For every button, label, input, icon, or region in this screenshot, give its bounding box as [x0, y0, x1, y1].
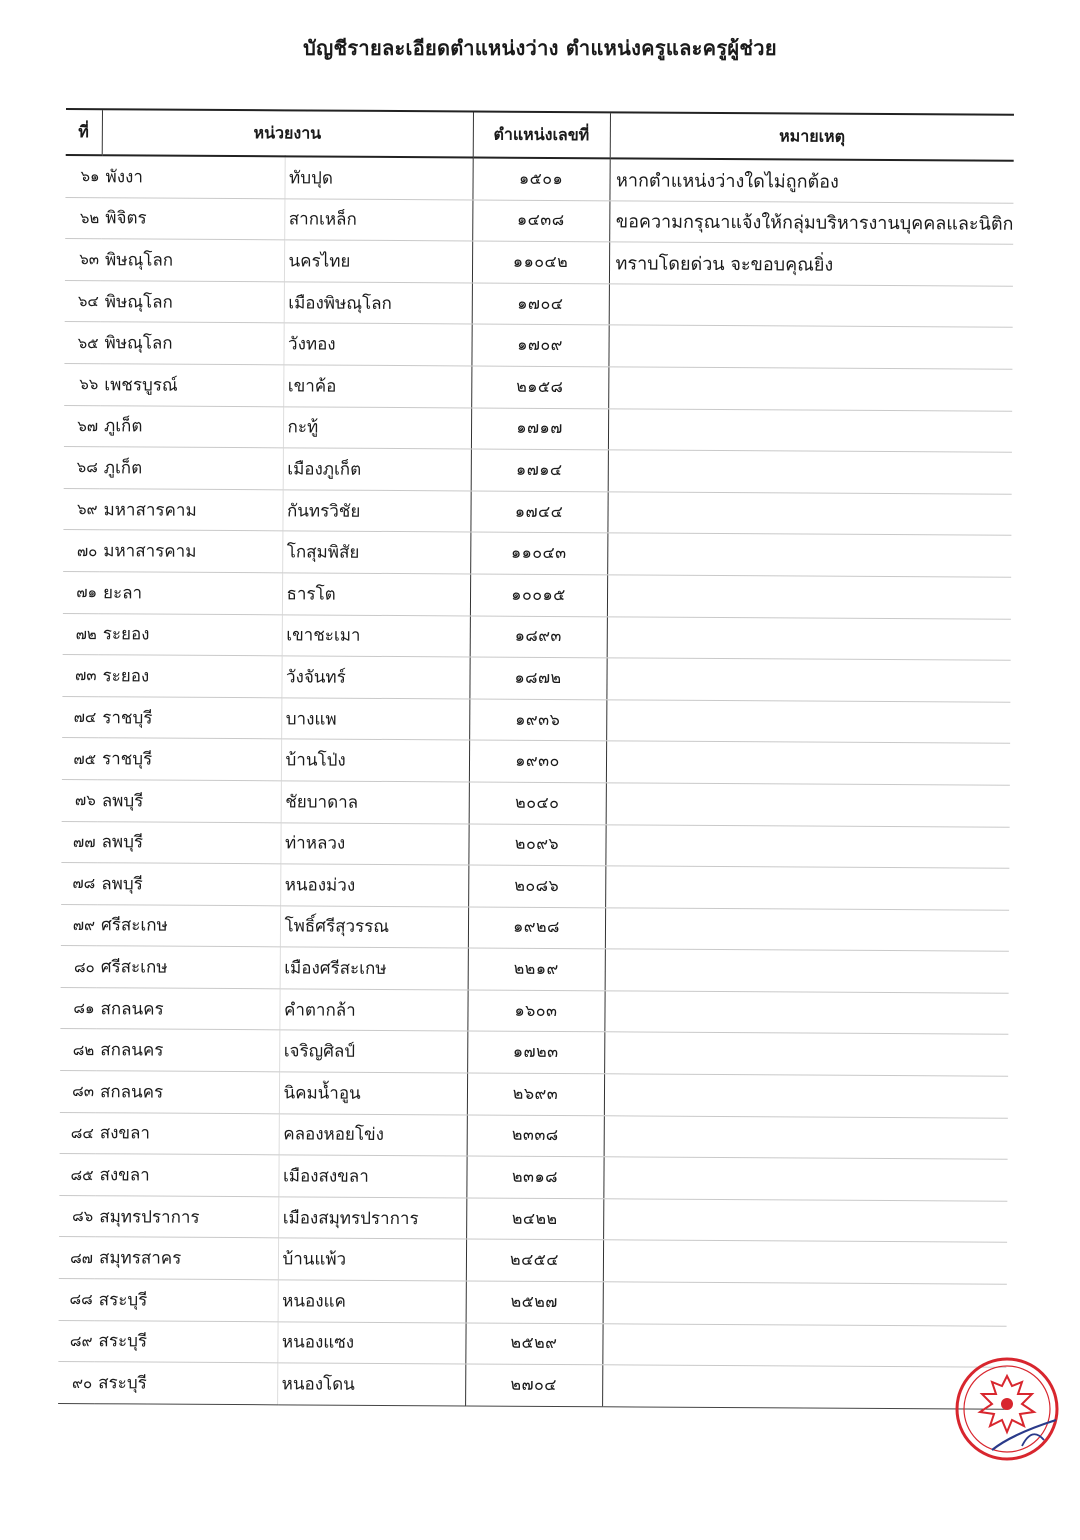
header-position: ตำแหน่งเลขที่ — [473, 111, 610, 158]
table-header-row — [66, 109, 1014, 161]
row-remark — [606, 783, 1010, 827]
row-position-number: ๒๖๙๓ — [467, 1073, 604, 1115]
row-district: บ้านโป่ง — [281, 739, 469, 782]
row-position-number: ๒๓๓๘ — [467, 1115, 604, 1157]
row-number: ๘๕ — [59, 1154, 95, 1196]
table-row — [60, 987, 1008, 1034]
row-number: ๘๘ — [59, 1279, 95, 1321]
row-position-number: ๑๐๐๑๕ — [470, 574, 607, 616]
row-position-number: ๑๙๓๖ — [469, 699, 606, 741]
table-row — [61, 821, 1009, 868]
table-row — [65, 197, 1013, 244]
table-row — [58, 1320, 1006, 1367]
row-number: ๗๐ — [63, 530, 99, 572]
row-district: เมืองพิษณุโลก — [284, 282, 472, 325]
row-remark — [604, 1032, 1008, 1076]
row-province: ภูเก็ต — [100, 447, 283, 490]
row-position-number: ๒๒๑๙ — [468, 948, 605, 990]
row-province: สกลนคร — [96, 988, 279, 1031]
row-remark — [602, 1365, 1006, 1409]
row-district: สากเหล็ก — [284, 198, 472, 241]
row-remark — [604, 991, 1008, 1035]
row-number: ๖๔ — [65, 280, 101, 322]
row-position-number: ๑๙๒๘ — [468, 907, 605, 949]
table-row — [63, 530, 1011, 577]
row-number: ๘๔ — [60, 1112, 96, 1154]
row-position-number: ๑๑๐๔๓ — [470, 532, 607, 574]
row-remark — [609, 284, 1013, 328]
row-remark: ขอความกรุณาแจ้งให้กลุ่มบริหารงานบุคคลและนิติก — [609, 200, 1013, 244]
table-row — [61, 863, 1009, 910]
row-number: ๘๙ — [58, 1320, 94, 1362]
row-number: ๗๕ — [62, 738, 98, 780]
row-district: วังทอง — [283, 323, 471, 366]
row-position-number: ๑๗๔๔ — [470, 491, 607, 533]
table-row — [64, 322, 1012, 369]
row-district: เขาชะเมา — [282, 614, 470, 657]
garuda-seal-icon — [952, 1354, 1062, 1464]
row-position-number: ๑๖๐๓ — [467, 990, 604, 1032]
row-position-number: ๑๙๓๐ — [469, 740, 606, 782]
row-remark — [606, 658, 1010, 702]
row-province: ศรีสะเกษ — [97, 946, 280, 989]
row-remark — [603, 1199, 1007, 1243]
table-row — [58, 1362, 1006, 1409]
row-remark — [604, 1115, 1008, 1159]
row-number: ๖๕ — [64, 322, 100, 364]
table-row — [65, 280, 1013, 327]
row-remark — [606, 700, 1010, 744]
row-number: ๗๙ — [61, 904, 97, 946]
row-remark — [608, 367, 1012, 411]
row-position-number: ๑๘๙๓ — [470, 616, 607, 658]
row-province: สงขลา — [95, 1154, 278, 1197]
header-remark: หมายเหตุ — [610, 112, 1014, 160]
table-row — [59, 1279, 1007, 1326]
row-remark — [603, 1240, 1007, 1284]
row-remark — [603, 1282, 1007, 1326]
row-remark — [607, 492, 1011, 536]
table-row — [59, 1154, 1007, 1201]
row-province: สกลนคร — [96, 1029, 279, 1072]
row-position-number: ๑๔๓๘ — [472, 200, 609, 242]
row-position-number: ๑๗๑๔ — [471, 449, 608, 491]
row-district: ชัยบาดาล — [281, 781, 469, 824]
row-province: พังงา — [101, 155, 284, 198]
row-province: ยะลา — [99, 572, 282, 615]
row-district: นครไทย — [284, 240, 472, 283]
row-number: ๘๓ — [60, 1071, 96, 1113]
row-number: ๗๑ — [63, 571, 99, 613]
table-row — [60, 1112, 1008, 1159]
row-district: โกสุมพิสัย — [282, 531, 470, 574]
row-number: ๖๑ — [65, 155, 101, 197]
row-province: พิษณุโลก — [101, 280, 284, 323]
row-position-number: ๒๕๒๗ — [466, 1281, 603, 1323]
row-position-number: ๑๗๑๗ — [471, 408, 608, 450]
table-row — [61, 946, 1009, 993]
row-number: ๖๗ — [64, 405, 100, 447]
row-number: ๘๗ — [59, 1237, 95, 1279]
row-number: ๘๖ — [59, 1195, 95, 1237]
table-row — [65, 239, 1013, 286]
row-district: นิคมน้ำอูน — [279, 1072, 467, 1115]
row-district: กะทู้ — [283, 406, 471, 449]
row-province: มหาสารคาม — [99, 488, 282, 531]
row-province: สกลนคร — [96, 1071, 279, 1114]
row-remark — [605, 824, 1009, 868]
row-number: ๗๘ — [61, 863, 97, 905]
row-number: ๖๘ — [64, 447, 100, 489]
table-row — [64, 447, 1012, 494]
table-row — [59, 1237, 1007, 1284]
row-province: ลพบุรี — [98, 780, 281, 823]
row-district: เมืองศรีสะเกษ — [280, 947, 468, 990]
row-remark: หากตำแหน่งว่างใดไม่ถูกต้อง — [609, 158, 1013, 203]
row-position-number: ๒๐๙๖ — [468, 823, 605, 865]
row-position-number: ๒๔๕๔ — [466, 1239, 603, 1281]
table-row — [62, 655, 1010, 702]
row-district: บางแพ — [281, 698, 469, 741]
row-province: ราชบุรี — [98, 696, 281, 739]
row-province: สงขลา — [96, 1112, 279, 1155]
row-province: ลพบุรี — [97, 863, 280, 906]
row-number: ๖๓ — [65, 239, 101, 281]
row-position-number: ๑๗๐๙ — [471, 324, 608, 366]
row-province: มหาสารคาม — [99, 530, 282, 573]
row-district: วังจันทร์ — [281, 656, 469, 699]
row-district: เจริญศิลป์ — [279, 1030, 467, 1073]
table-row — [61, 904, 1009, 951]
row-number: ๙๐ — [58, 1362, 94, 1404]
table-row — [65, 155, 1013, 203]
row-remark — [608, 450, 1012, 494]
row-position-number: ๒๐๔๐ — [469, 782, 606, 824]
row-province: ระยอง — [99, 613, 282, 656]
row-position-number: ๒๕๒๙ — [465, 1323, 602, 1365]
row-district: คลองหอยโข่ง — [279, 1113, 467, 1156]
row-remark: ทราบโดยด่วน จะขอบคุณยิ่ง — [609, 242, 1013, 286]
row-number: ๖๙ — [63, 488, 99, 530]
row-district: โพธิ์ศรีสุวรรณ — [280, 906, 468, 949]
row-position-number: ๑๗๒๓ — [467, 1031, 604, 1073]
table-row — [63, 613, 1011, 660]
row-district: กันทรวิชัย — [282, 490, 470, 533]
row-number: ๗๓ — [62, 655, 98, 697]
row-position-number: ๒๐๘๖ — [468, 865, 605, 907]
row-position-number: ๒๔๒๒ — [466, 1198, 603, 1240]
table-row — [60, 1071, 1008, 1118]
row-position-number: ๑๑๐๔๒ — [472, 241, 609, 283]
row-district: เมืองสงขลา — [278, 1155, 466, 1198]
table-row — [62, 696, 1010, 743]
row-remark — [605, 907, 1009, 951]
table-row — [63, 488, 1011, 535]
row-remark — [607, 575, 1011, 619]
row-number: ๖๒ — [65, 197, 101, 239]
row-remark — [604, 1074, 1008, 1118]
row-number: ๘๒ — [60, 1029, 96, 1071]
row-district: ทับปุด — [284, 156, 472, 199]
row-province: ภูเก็ต — [100, 405, 283, 448]
row-province: สระบุรี — [94, 1362, 277, 1405]
row-province: สมุทรปราการ — [95, 1196, 278, 1239]
row-remark — [608, 325, 1012, 369]
row-province: ลพบุรี — [97, 821, 280, 864]
vacancy-table — [58, 108, 1014, 1410]
row-remark — [605, 949, 1009, 993]
row-remark — [602, 1323, 1006, 1367]
row-remark — [607, 616, 1011, 660]
row-district: หนองแซง — [277, 1321, 465, 1364]
header-unit: หน่วยงาน — [102, 109, 473, 157]
row-remark — [603, 1157, 1007, 1201]
row-province: ระยอง — [98, 655, 281, 698]
row-province: สมุทรสาคร — [95, 1237, 278, 1280]
row-district: ธารโต — [282, 573, 470, 616]
row-province: พิจิตร — [101, 197, 284, 240]
row-district: หนองแค — [278, 1280, 466, 1323]
row-position-number: ๒๓๑๘ — [466, 1156, 603, 1198]
row-province: ราชบุรี — [98, 738, 281, 781]
row-position-number: ๑๘๗๒ — [469, 657, 606, 699]
row-remark — [607, 533, 1011, 577]
row-number: ๘๑ — [60, 987, 96, 1029]
row-number: ๘๐ — [61, 946, 97, 988]
document-title: บัญชีรายละเอียดตำแหน่งว่าง ตำแหน่งครูและครูผู้ช่วย — [303, 36, 777, 60]
row-position-number: ๑๗๐๔ — [472, 283, 609, 325]
row-number: ๗๗ — [61, 821, 97, 863]
row-position-number: ๑๕๐๑ — [472, 157, 609, 200]
row-number: ๗๖ — [62, 779, 98, 821]
row-district: คำตากล้า — [279, 989, 467, 1032]
row-position-number: ๒๑๕๘ — [471, 366, 608, 408]
row-district: เมืองภูเก็ต — [283, 448, 471, 491]
table-row — [62, 779, 1010, 826]
row-district: ท่าหลวง — [280, 822, 468, 865]
row-number: ๗๔ — [62, 696, 98, 738]
row-province: พิษณุโลก — [100, 322, 283, 365]
row-province: เพชรบูรณ์ — [100, 364, 283, 407]
table-row — [64, 405, 1012, 452]
table-row — [60, 1029, 1008, 1076]
row-remark — [605, 866, 1009, 910]
row-remark — [608, 408, 1012, 452]
row-district: เมืองสมุทรปราการ — [278, 1197, 466, 1240]
table-row — [62, 738, 1010, 785]
table-row — [59, 1195, 1007, 1242]
row-district: หนองโดน — [277, 1363, 465, 1406]
row-district: หนองม่วง — [280, 864, 468, 907]
row-province: สระบุรี — [95, 1279, 278, 1322]
row-number: ๗๒ — [63, 613, 99, 655]
row-province: ศรีสะเกษ — [97, 904, 280, 947]
row-remark — [606, 741, 1010, 785]
row-position-number: ๒๗๐๔ — [465, 1364, 602, 1406]
table-row — [63, 571, 1011, 618]
row-district: เขาค้อ — [283, 365, 471, 408]
row-province: พิษณุโลก — [101, 239, 284, 282]
header-no: ที่ — [66, 109, 102, 155]
row-province: สระบุรี — [94, 1320, 277, 1363]
row-district: บ้านแพ้ว — [278, 1238, 466, 1281]
table-row — [64, 363, 1012, 410]
row-number: ๖๖ — [64, 363, 100, 405]
